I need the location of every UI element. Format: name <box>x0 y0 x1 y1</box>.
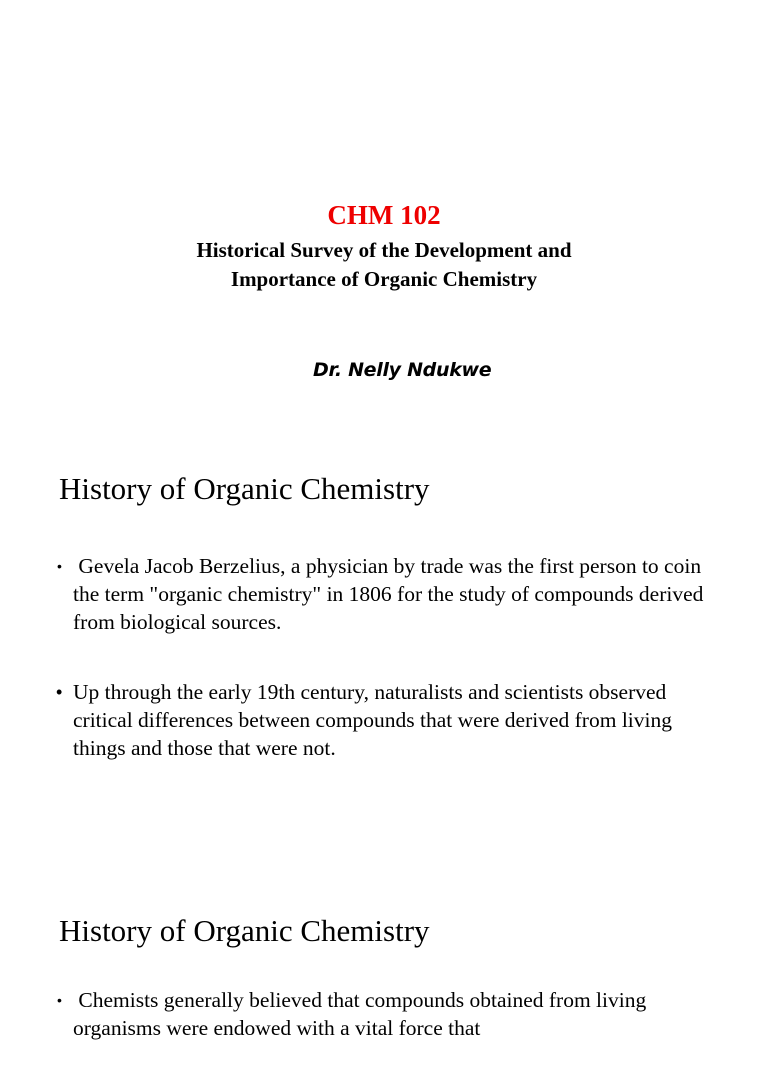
bullet-icon: • <box>57 558 62 574</box>
bullet-item <box>56 552 716 636</box>
course-title <box>0 236 768 294</box>
bullet-icon: • <box>56 682 63 702</box>
content-slide-2 <box>0 860 768 1040</box>
slide-heading: History of Organic Chemistry <box>59 913 430 948</box>
bullet-text: Gevela Jacob Berzelius, a physician by trade was the first person to coin the term "organic chemistry" in 1806 for the study of compounds derived from biological sources. <box>73 554 709 634</box>
slide-heading: History of Organic Chemistry <box>59 471 430 506</box>
bullet-icon: • <box>57 992 62 1008</box>
author-name: Dr. Nelly Ndukwe <box>313 359 492 381</box>
bullet-item <box>56 986 716 1042</box>
bullet-text: Up through the early 19th century, naturalists and scientists observed critical differences between compounds that were derived from living things and those that were not. <box>73 680 678 760</box>
bullet-list <box>56 552 716 804</box>
course-title-line-1: Historical Survey of the Development and <box>196 238 572 262</box>
bullet-item <box>56 678 716 762</box>
content-slide-1 <box>0 420 768 860</box>
bullet-text: Chemists generally believed that compounds obtained from living organisms were endowed with a vital force that <box>73 988 652 1040</box>
course-code: CHM 102 <box>327 200 441 230</box>
title-slide <box>0 0 768 420</box>
course-title-line-2: Importance of Organic Chemistry <box>230 267 538 291</box>
bullet-list <box>56 986 716 1084</box>
